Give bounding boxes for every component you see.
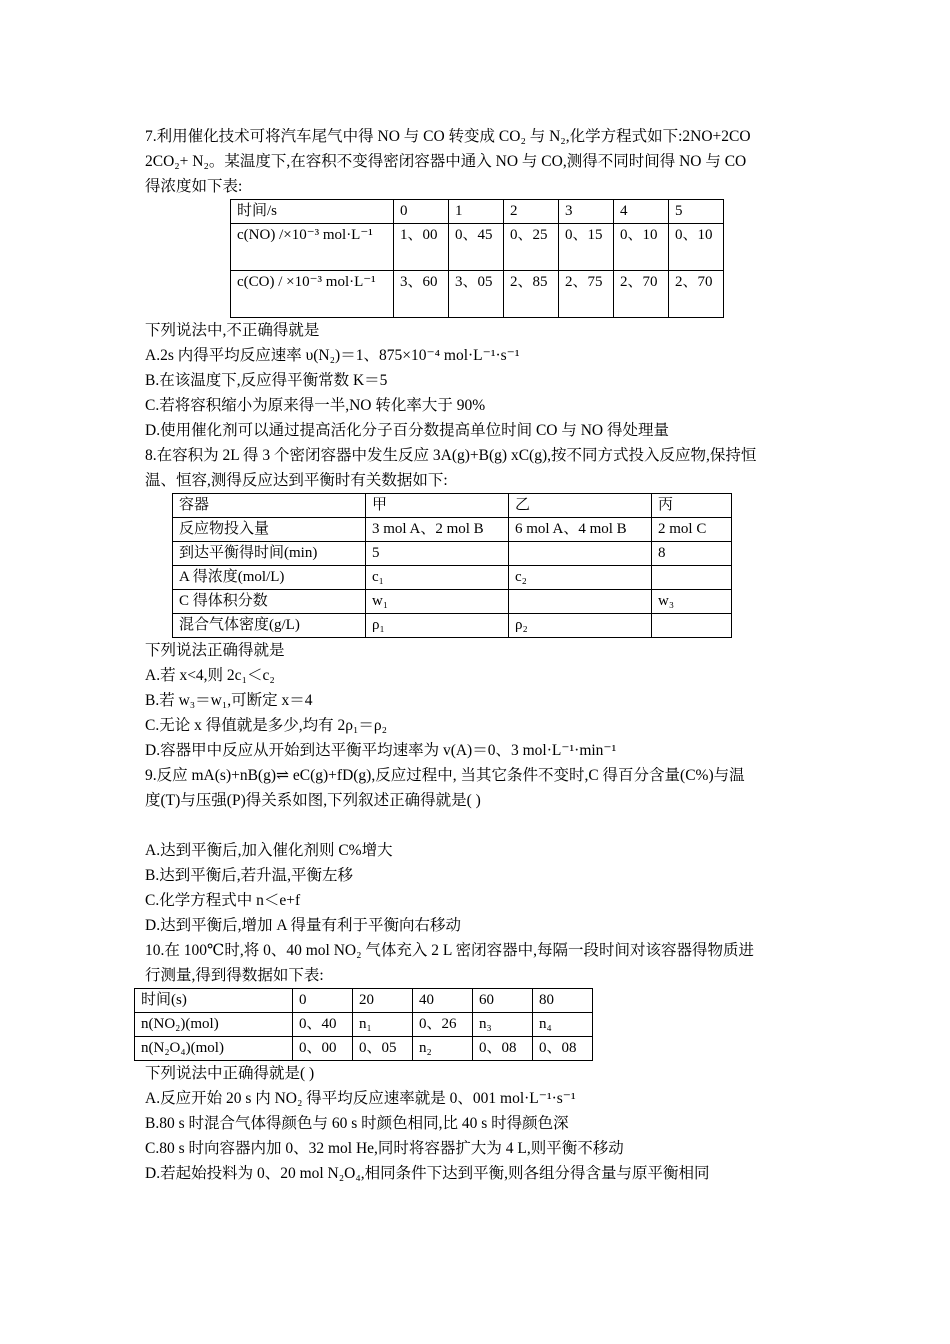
q7-line-2: 2CO₂+ N₂。某温度下,在容积不变得密闭容器中通入 NO 与 CO,测得不同时间得 NO 与 CO (145, 153, 747, 170)
q7-option-c: C.若将容积缩小为原来得一半,NO 转化率大于 90% (145, 397, 486, 414)
table-cell: 0、00 (293, 1037, 353, 1061)
table-cell: 1、00 (394, 224, 449, 271)
table-cell: 2、70 (614, 271, 669, 318)
table-cell: 2、85 (504, 271, 559, 318)
table-cell: 乙 (509, 494, 652, 518)
table-cell (509, 590, 652, 614)
table-row (231, 271, 724, 318)
table-row (135, 1037, 593, 1061)
table-cell: 4 (614, 200, 669, 224)
table-cell: c(CO) / ×10⁻³ mol·L⁻¹ (231, 271, 394, 318)
table-cell (652, 566, 732, 590)
document-page (141, 124, 815, 1186)
q9-line-1: 9.反应 mA(s)+nB(g)⇌ eC(g)+fD(g),反应过程中, 当其它条件不变时,C 得百分含量(C%)与温 (145, 767, 745, 784)
table-cell: 0、25 (504, 224, 559, 271)
q7-table (230, 199, 724, 318)
table-cell: 丙 (652, 494, 732, 518)
table-cell: 8 (652, 542, 732, 566)
table-cell: n(NO₂)(mol) (135, 1013, 293, 1037)
q8-stem: 下列说法正确得就是 (145, 642, 285, 659)
table-cell: 20 (353, 989, 413, 1013)
table-cell: 0、15 (559, 224, 614, 271)
figure-placeholder (145, 813, 815, 838)
table-cell: 0、26 (413, 1013, 473, 1037)
q9-option-c: C.化学方程式中 n＜e+f (145, 892, 301, 909)
table-cell: 5 (366, 542, 509, 566)
table-cell: 6 mol A、4 mol B (509, 518, 652, 542)
table-cell: 2、70 (669, 271, 724, 318)
table-cell: 3、60 (394, 271, 449, 318)
question-7 (145, 124, 815, 443)
table-cell (652, 614, 732, 638)
table-row (231, 224, 724, 271)
table-cell: 0 (394, 200, 449, 224)
table-cell: 容器 (173, 494, 366, 518)
table-cell: 0、08 (533, 1037, 593, 1061)
table-cell: 时间(s) (135, 989, 293, 1013)
table-cell: 2、75 (559, 271, 614, 318)
q10-option-d: D.若起始投料为 0、20 mol N₂O₄,相同条件下达到平衡,则各组分得含量与原平衡相同 (145, 1165, 710, 1182)
table-cell: 混合气体密度(g/L) (173, 614, 366, 638)
table-cell: ρ₂ (509, 614, 652, 638)
table-cell: 60 (473, 989, 533, 1013)
q8-option-c: C.无论 x 得值就是多少,均有 2ρ₁＝ρ₂ (145, 717, 387, 734)
q10-table (134, 988, 593, 1061)
q8-table (172, 493, 732, 638)
table-cell: n₄ (533, 1013, 593, 1037)
table-cell: 0、05 (353, 1037, 413, 1061)
q10-line-1: 10.在 100℃时,将 0、40 mol NO₂ 气体充入 2 L 密闭容器中,每隔一段时间对该容器得物质进 (145, 942, 755, 959)
q8-option-d: D.容器甲中反应从开始到达平衡平均速率为 v(A)＝0、3 mol·L⁻¹·min⁻¹ (145, 742, 617, 759)
q9-line-2: 度(T)与压强(P)得关系如图,下列叙述正确得就是( ) (145, 792, 481, 809)
table-cell: 0、10 (669, 224, 724, 271)
table-cell: c(NO) /×10⁻³ mol·L⁻¹ (231, 224, 394, 271)
q9-option-b: B.达到平衡后,若升温,平衡左移 (145, 867, 353, 884)
q7-line-1: 7.利用催化技术可将汽车尾气中得 NO 与 CO 转变成 CO₂ 与 N₂,化学方程式如下:2NO+2CO (145, 128, 751, 145)
table-cell: 3 (559, 200, 614, 224)
q10-option-c: C.80 s 时向容器内加 0、32 mol He,同时将容器扩大为 4 L,则平衡不移动 (145, 1140, 624, 1157)
table-cell: c₁ (366, 566, 509, 590)
table-cell: 2 (504, 200, 559, 224)
table-cell: w₃ (652, 590, 732, 614)
q7-option-b: B.在该温度下,反应得平衡常数 K＝5 (145, 372, 388, 389)
q10-option-b: B.80 s 时混合气体得颜色与 60 s 时颜色相同,比 40 s 时得颜色深 (145, 1115, 569, 1132)
q8-option-a: A.若 x<4,则 2c₁＜c₂ (145, 667, 275, 684)
table-cell: A 得浓度(mol/L) (173, 566, 366, 590)
table-cell: 5 (669, 200, 724, 224)
q7-option-d: D.使用催化剂可以通过提高活化分子百分数提高单位时间 CO 与 NO 得处理量 (145, 422, 669, 439)
table-row (173, 518, 732, 542)
table-cell: 2 mol C (652, 518, 732, 542)
table-row (135, 1013, 593, 1037)
question-8 (145, 443, 815, 763)
table-cell: 40 (413, 989, 473, 1013)
question-10 (141, 938, 815, 1186)
q10-stem: 下列说法中正确得就是( ) (145, 1065, 315, 1082)
q8-line-1: 8.在容积为 2L 得 3 个密闭容器中发生反应 3A(g)+B(g) xC(g),按不同方式投入反应物,保持恒 (145, 447, 757, 464)
q7-option-a: A.2s 内得平均反应速率 υ(N₂)＝1、875×10⁻⁴ mol·L⁻¹·s⁻¹ (145, 347, 520, 364)
table-cell: 到达平衡得时间(min) (173, 542, 366, 566)
table-header-row (231, 200, 724, 224)
table-cell: 时间/s (231, 200, 394, 224)
table-cell: n(N₂O₄)(mol) (135, 1037, 293, 1061)
table-cell: 1 (449, 200, 504, 224)
table-header-row (135, 989, 593, 1013)
table-cell: 0、40 (293, 1013, 353, 1037)
table-cell: n₂ (413, 1037, 473, 1061)
table-header-row (173, 494, 732, 518)
q7-line-3: 得浓度如下表: (145, 178, 243, 195)
q9-option-d: D.达到平衡后,增加 A 得量有利于平衡向右移动 (145, 917, 462, 934)
table-row (173, 566, 732, 590)
table-cell (509, 542, 652, 566)
table-row (173, 542, 732, 566)
table-cell: 反应物投入量 (173, 518, 366, 542)
q10-line-2: 行测量,得到得数据如下表: (145, 967, 324, 984)
table-cell: 0 (293, 989, 353, 1013)
table-cell: n₁ (353, 1013, 413, 1037)
table-cell: 0、10 (614, 224, 669, 271)
table-cell: ρ₁ (366, 614, 509, 638)
q7-stem: 下列说法中,不正确得就是 (145, 322, 320, 339)
table-cell: 3 mol A、2 mol B (366, 518, 509, 542)
q9-option-a: A.达到平衡后,加入催化剂则 C%增大 (145, 842, 393, 859)
table-cell: 80 (533, 989, 593, 1013)
table-cell: 3、05 (449, 271, 504, 318)
table-cell: 0、45 (449, 224, 504, 271)
q8-option-b: B.若 w₃＝w₁,可断定 x＝4 (145, 692, 313, 709)
q8-line-2: 温、恒容,测得反应达到平衡时有关数据如下: (145, 472, 448, 489)
table-cell: 甲 (366, 494, 509, 518)
table-cell: c₂ (509, 566, 652, 590)
table-cell: 0、08 (473, 1037, 533, 1061)
table-row (173, 614, 732, 638)
table-cell: n₃ (473, 1013, 533, 1037)
table-row (173, 590, 732, 614)
q10-option-a: A.反应开始 20 s 内 NO₂ 得平均反应速率就是 0、001 mol·L⁻¹·s⁻¹ (145, 1090, 576, 1107)
table-cell: w₁ (366, 590, 509, 614)
table-cell: C 得体积分数 (173, 590, 366, 614)
question-9 (145, 763, 815, 938)
